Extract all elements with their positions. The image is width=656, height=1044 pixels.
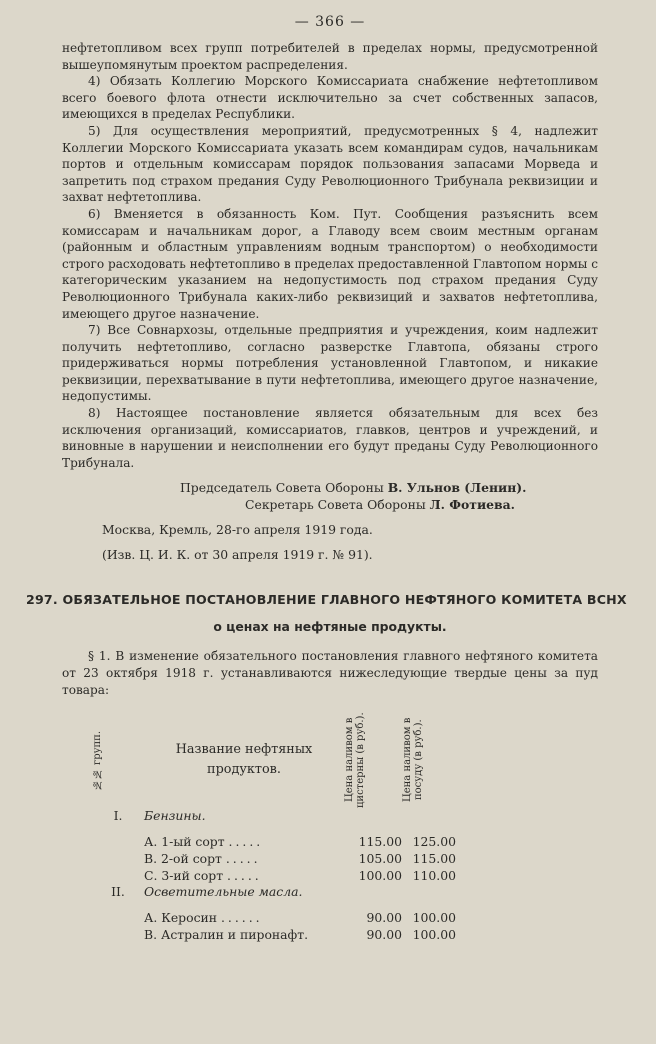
table-row [92,850,456,867]
header-name: Название нефтяных продуктов. [175,742,313,778]
header-group: №№ групп. [92,730,103,790]
price-vessel: 100.00 [412,927,456,943]
section-number: II. [111,884,125,900]
secretary-signature [62,496,598,513]
section-row [92,884,456,899]
product-name-text: В. Астралин и пиронафт. [144,927,309,943]
decree-intro [62,648,598,698]
header-price-vessel-cell [402,712,456,808]
price-vessel: 125.00 [412,834,456,850]
header-price-tank-cell [344,712,402,808]
section-row [92,808,456,823]
table-row [92,926,456,943]
product-name: А. 1-ый сорт ..... [144,834,264,850]
chair-title: Председатель Совета Обороны [180,480,384,496]
header-group-cell [92,712,144,808]
product-name-text: А. 1-ый сорт [144,834,225,850]
secretary-name: Л. Фотиева. [429,497,515,513]
signatures [62,479,598,513]
product-name-text: В. 2-ой сорт [144,851,222,867]
product-name-text: С. 3-ий сорт [144,868,224,884]
section-name: Бензины. [144,808,206,824]
table-header-row [92,712,456,808]
product-name: С. 3-ий сорт ..... [144,868,262,884]
product-name [144,926,344,943]
chair-signature [62,479,598,496]
paragraph-continuation: нефтетопливом всех групп потребителей в пределах нормы, предусмотренной вышеупомянутым проектом распределения. [62,41,598,72]
intro-paragraph: § 1. В изменение обязательного постановления главного нефтяного комитета от 23 октября 1918 г. устанавливаются нижеследующие твердые цены за пуд товара: [62,649,598,697]
price-tank: 100.00 [358,868,402,884]
decree-title: 297. ОБЯЗАТЕЛЬНОЕ ПОСТАНОВЛЕНИЕ ГЛАВНОГО НЕФТЯНОГО КОМИТЕТА ВСНХ [26,592,627,608]
header-price-tank: Цена наливом в цистерны (в руб.). [344,712,366,809]
section-name: Осветительные масла. [144,884,303,900]
section-number: I. [113,808,123,824]
header-price-vessel: Цена наливом в посуду (в руб.). [402,718,424,803]
price-vessel: 115.00 [412,851,456,867]
table-row [92,867,456,884]
price-tank: 90.00 [366,910,402,926]
chair-name: В. Ульнов (Ленин). [387,480,527,496]
price-tank: 115.00 [358,834,402,850]
decree-body [62,40,598,471]
price-tank: 105.00 [358,851,402,867]
table-row [92,909,456,926]
source-reference: (Изв. Ц. И. К. от 30 апреля 1919 г. № 91). [102,547,373,563]
paragraph-5: 5) Для осуществления мероприятий, предусмотренных § 4, надлежит Коллегии Морского Комиссариата указать всем командирам судов, начальникам портов и отдельным комиссарам порядок пользования запасами Морведа и запретить под страхом предания Суду Революционного Трибунала реквизиции и захват нефтетоплива. [62,123,598,205]
price-vessel: 100.00 [412,910,456,926]
paragraph-6: 6) Вменяется в обязанность Ком. Пут. Сообщения разъяснить всем комиссарам и начальникам дорог, а Главоду всем своим местным органам (районным и областным управлениям водным транспортом) о необходимости строго расходовать нефтетопливо в пределах предоставленной Главтопом нормы с категорическим указанием на недопустимость под страхом предания Суду Революционного Трибунала каких-либо реквизиций и захватов нефтетоплива, имеющего другое назначение. [62,206,598,321]
price-vessel: 110.00 [412,868,456,884]
paragraph-4: 4) Обязать Коллегию Морского Комиссариата снабжение нефтетопливом всего боевого флота отнести исключительно за счет собственных запасов, имеющихся в пределах Республики. [62,74,598,122]
paragraph-7: 7) Все Совнархозы, отдельные предприятия и учреждения, коим надлежит получить нефтетопливо, согласно разверстке Главтопа, обязаны строго придерживаться нормы потребления установленной Главтопом, и никакие реквизиции, перехватывание в пути нефтетоплива, имеющего другое назначение, недопустимы. [62,323,598,404]
product-name: А. Керосин ...... [144,910,263,926]
page-number: — 366 — [294,14,366,30]
decree-subtitle: о ценах на нефтяные продукты. [213,619,447,635]
secretary-title: Секретарь Совета Обороны [245,497,426,513]
place-date: Москва, Кремль, 28-го апреля 1919 года. [102,522,373,538]
price-tank: 90.00 [366,927,402,943]
table-row [92,833,456,850]
product-name-text: А. Керосин [144,910,218,926]
paragraph-8: 8) Настоящее постановление является обязательным для всех без исключения организаций, комиссариатов, главков, центров и учреждений, и виновные в нарушении и неисполнении его будут преданы Суду Революционного Трибунала. [62,406,598,470]
product-name: В. 2-ой сорт ..... [144,851,261,867]
price-table [92,712,456,943]
